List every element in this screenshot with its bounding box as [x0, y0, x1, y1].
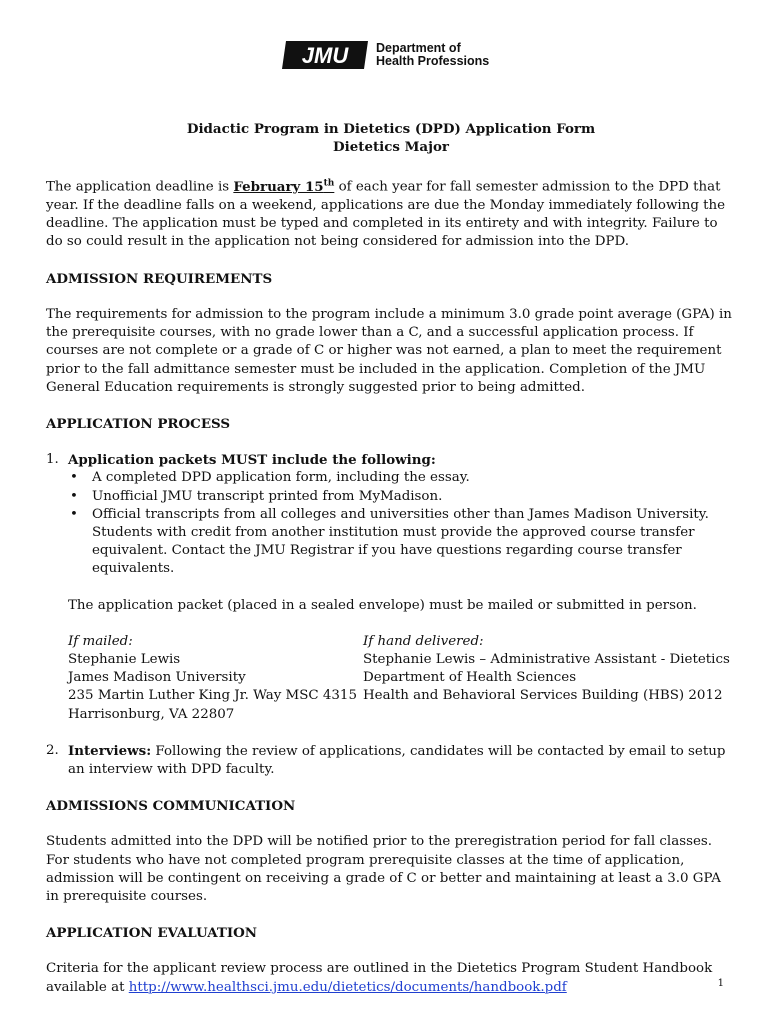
process-heading: APPLICATION PROCESS [46, 415, 231, 432]
department-line-2: Health Professions [376, 54, 490, 68]
item-title: Application packets MUST include the following: [68, 452, 436, 469]
process-item-1 [46, 451, 736, 469]
hand-delivered-address: If hand delivered: Stephanie Lewis – Administrative Assistant - Dietetics Department of Health Sciences Health and Behavioral Services Building (HBS) 2012 [363, 633, 736, 724]
bullet-icon: • [70, 470, 78, 486]
packet-requirements-list [46, 469, 736, 578]
list-item: • Official transcripts from all colleges and universities other than James Madison University. Students with credit from another institution must provide the approved course transfer equivalent. Contact the JMU Registrar if you have questions regarding course transfer equivalents. [68, 506, 736, 579]
mailed-address: If mailed: Stephanie Lewis James Madison University 235 Martin Luther King Jr. Way MSC 4315 Harrisonburg, VA 22807 [68, 633, 363, 724]
item-number: 2. [46, 742, 59, 758]
jmu-logo-icon [282, 39, 370, 71]
department-name [376, 42, 489, 68]
form-subtitle: Dietetics Major [333, 139, 449, 156]
bullet-icon: • [70, 506, 78, 522]
department-line-1: Department of [376, 41, 461, 55]
intro-before: The application deadline is [46, 179, 234, 195]
evaluation-heading: APPLICATION EVALUATION [46, 925, 257, 942]
jmu-logo [282, 38, 489, 72]
evaluation-paragraph: Criteria for the applicant review process are outlined in the Dietetics Program Student Handbook available at http://www.healthsci.jmu.edu/dietetics/documents/handbook.pdf [46, 961, 713, 995]
address-block [46, 633, 736, 724]
form-title: Didactic Program in Dietetics (DPD) Application Form [186, 121, 596, 137]
mailed-label: If mailed: [68, 633, 133, 649]
item-number: 1. [46, 452, 59, 468]
intro-paragraph [46, 174, 736, 251]
communication-paragraph: Students admitted into the DPD will be notified prior to the preregistration period for fall classes. For students who have not completed program prerequisite classes at the time of application, admission will be contingent on receiving a grade of C or better and maintaining at least a 3.0 GPA in prerequisite courses. [46, 834, 721, 904]
deadline-date: February 15th [233, 178, 335, 195]
process-item-2: 2. Interviews: Following the review of applications, candidates will be contacted by email to setup an interview with DPD faculty. [46, 742, 736, 779]
bullet-icon: • [70, 488, 78, 504]
communication-heading: ADMISSIONS COMMUNICATION [46, 798, 296, 815]
admission-heading: ADMISSION REQUIREMENTS [46, 270, 273, 287]
page-number: 1 [717, 978, 724, 989]
handbook-link[interactable]: http://www.healthsci.jmu.edu/dietetics/documents/handbook.pdf [128, 979, 567, 995]
item-title: Interviews: [68, 742, 152, 759]
admission-paragraph: The requirements for admission to the program include a minimum 3.0 grade point average (GPA) in the prerequisite courses, with no grade lower than a C, and a successful application process. If courses are not complete or a grade of C or higher was not earned, a plan to meet the requirement prior to the fall admittance semester must be included in the application. Completion of the JMU General Education requirements is strongly suggested prior to being admitted. [46, 306, 732, 395]
list-item: • Unofficial JMU transcript printed from MyMadison. [68, 488, 736, 506]
svg-text:JMU: JMU [301, 43, 349, 68]
packet-note: The application packet (placed in a sealed envelope) must be mailed or submitted in person. [68, 597, 697, 613]
hand-delivered-label: If hand delivered: [363, 633, 484, 649]
list-item: • A completed DPD application form, including the essay. [68, 469, 736, 487]
intro-after: of each year for fall semester admission to the DPD that year. If the deadline falls on a weekend, applications are due the Monday immediately following the deadline. The application must be typed and completed in its entirety and with integrity. Failure to do so could result in the application not being considered for admission into the DPD. [46, 179, 726, 250]
document-body [46, 120, 736, 997]
